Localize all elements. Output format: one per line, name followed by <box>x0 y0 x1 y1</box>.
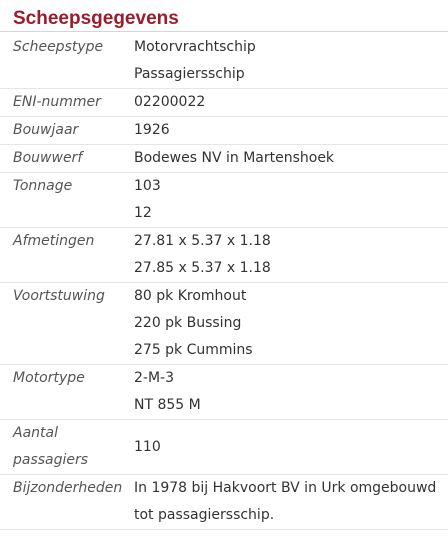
value-afmetingen <box>134 228 448 283</box>
row-tonnage <box>0 173 448 228</box>
value-bouwjaar <box>134 117 448 145</box>
value-line: 2-M-3 <box>134 370 174 386</box>
value-bijzonderheden <box>134 475 448 530</box>
row-bijzonderheden <box>0 475 448 530</box>
value-bouwwerf <box>134 145 448 173</box>
label-bouwjaar: Bouwjaar <box>0 117 134 145</box>
label-eni-nummer: ENI-nummer <box>0 89 134 117</box>
value-line: 12 <box>134 205 152 221</box>
value-line: tot passagiersschip. <box>134 507 275 523</box>
row-afmetingen <box>0 228 448 283</box>
row-eni-nummer <box>0 89 448 117</box>
value-line: 110 <box>134 438 161 455</box>
label-motortype: Motortype <box>0 365 134 420</box>
label-line: Aantal <box>13 425 58 441</box>
value-line: In 1978 bij Hakvoort BV in Urk omgebouwd <box>134 480 437 496</box>
value-voortstuwing <box>134 283 448 365</box>
value-motortype <box>134 365 448 420</box>
value-line: Passagiersschip <box>134 66 245 82</box>
value-tonnage <box>134 173 448 228</box>
row-aantal-passagiers <box>0 420 448 475</box>
value-line: Motorvrachtschip <box>134 39 256 55</box>
label-line: passagiers <box>13 452 89 468</box>
value-line: 27.81 x 5.37 x 1.18 <box>134 233 271 249</box>
row-scheepstype <box>0 32 448 89</box>
value-line: 02200022 <box>134 94 206 110</box>
value-line: 103 <box>134 178 161 194</box>
value-line: 27.85 x 5.37 x 1.18 <box>134 260 271 276</box>
section-title: Scheepsgegevens <box>0 0 448 32</box>
value-line: 80 pk Kromhout <box>134 288 247 304</box>
value-scheepstype <box>134 32 448 89</box>
value-eni-nummer <box>134 89 448 117</box>
ship-specs-table <box>0 32 448 530</box>
label-bijzonderheden: Bijzonderheden <box>0 475 134 530</box>
label-aantal-passagiers <box>0 420 134 475</box>
row-motortype <box>0 365 448 420</box>
value-aantal-passagiers <box>134 420 448 475</box>
label-voortstuwing: Voortstuwing <box>0 283 134 365</box>
label-scheepstype: Scheepstype <box>0 32 134 89</box>
value-line: 1926 <box>134 122 170 138</box>
label-bouwwerf: Bouwwerf <box>0 145 134 173</box>
row-bouwwerf <box>0 145 448 173</box>
row-bouwjaar <box>0 117 448 145</box>
value-line: 275 pk Cummins <box>134 342 253 358</box>
label-afmetingen: Afmetingen <box>0 228 134 283</box>
value-line: NT 855 M <box>134 397 201 413</box>
row-voortstuwing <box>0 283 448 365</box>
value-line: 220 pk Bussing <box>134 315 242 331</box>
value-line: Bodewes NV in Martenshoek <box>134 150 335 166</box>
label-tonnage: Tonnage <box>0 173 134 228</box>
